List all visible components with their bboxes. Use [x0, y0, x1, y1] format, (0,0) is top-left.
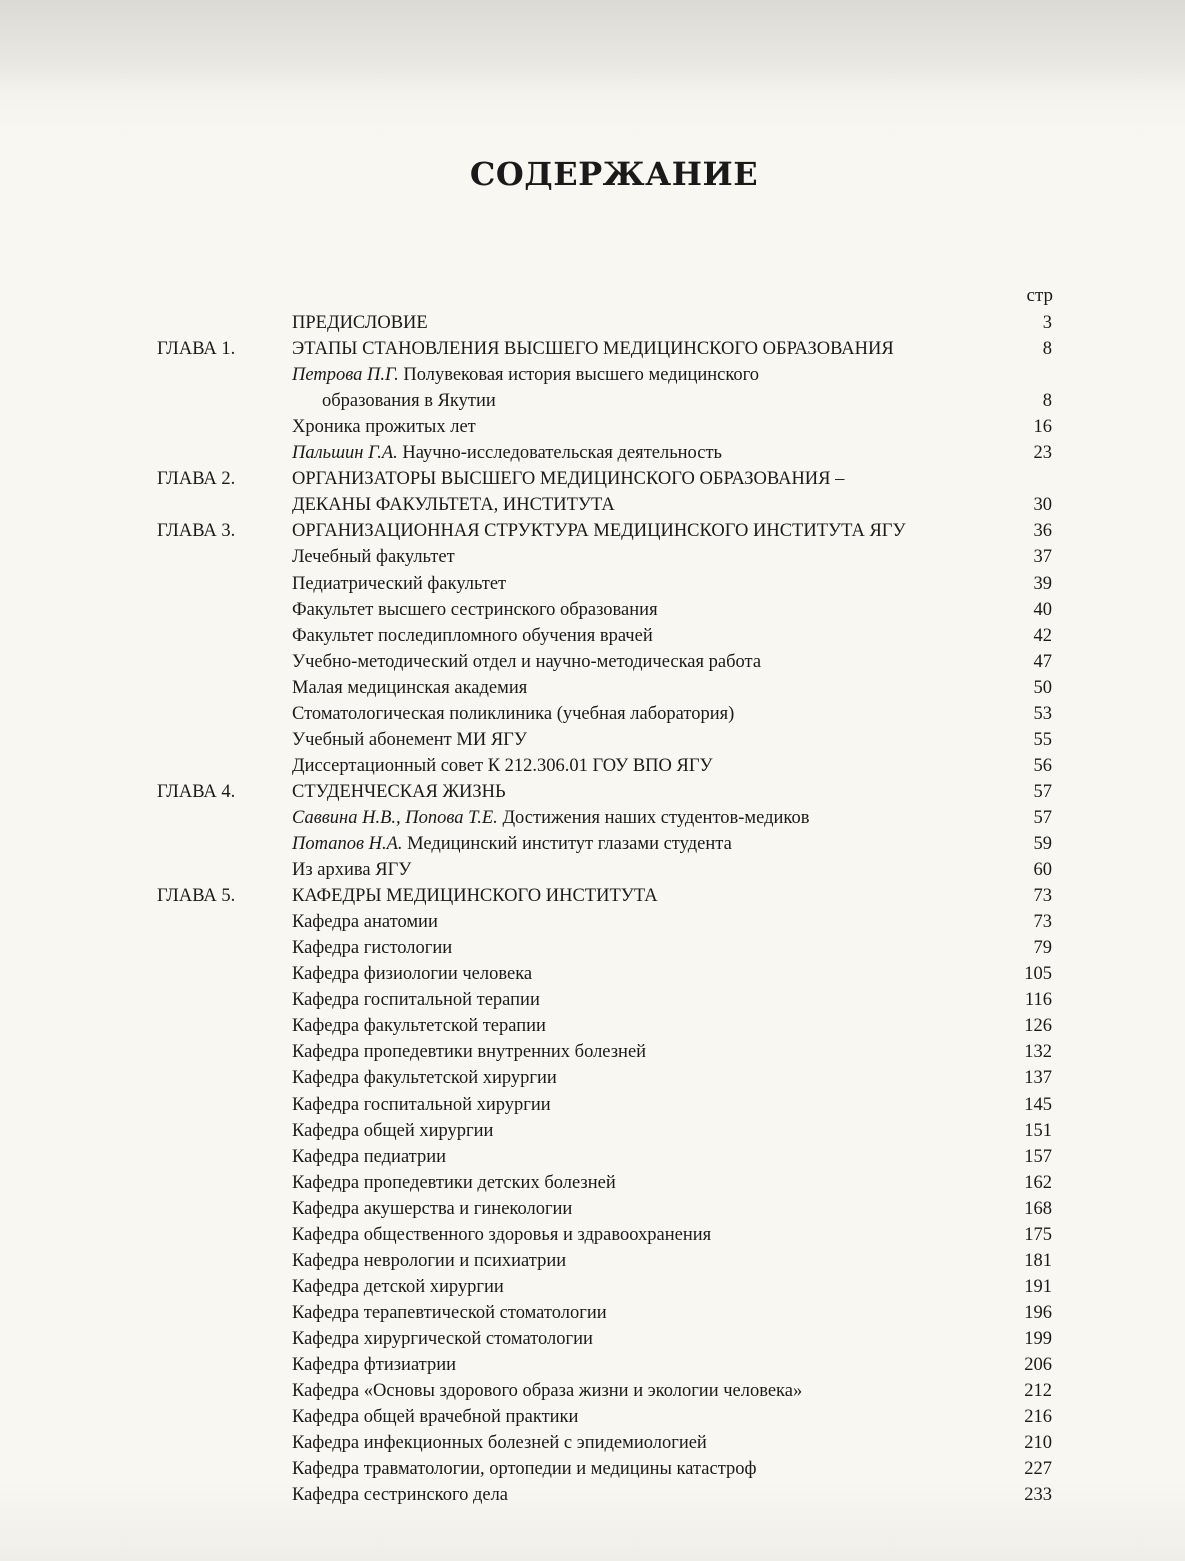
entry-title — [292, 598, 658, 622]
entry-title — [292, 1014, 546, 1038]
page-number: 55 — [1033, 730, 1052, 750]
entry-title — [322, 389, 496, 413]
entry-text: Кафедра гистологии — [292, 938, 453, 958]
entry-text: Кафедра неврологии и психиатрии — [292, 1251, 567, 1271]
page-number: 151 — [1024, 1121, 1052, 1141]
entry-title — [292, 858, 411, 882]
toc-entry — [0, 754, 1185, 778]
entry-title — [292, 1353, 456, 1377]
entry-title — [292, 1249, 566, 1273]
page-number: 206 — [1024, 1355, 1052, 1375]
entry-text: Кафедра анатомии — [292, 912, 438, 932]
page-number: 175 — [1024, 1225, 1052, 1245]
page-number: 40 — [1033, 600, 1052, 620]
chapter-label: ГЛАВА 4. — [157, 782, 236, 802]
toc-entry — [0, 988, 1185, 1012]
entry-text: Кафедра сестринского дела — [292, 1485, 509, 1505]
toc-entry — [0, 1301, 1185, 1325]
page-number: 59 — [1033, 834, 1052, 854]
toc-entry — [0, 650, 1185, 674]
toc-entry — [0, 1014, 1185, 1038]
toc-entry — [0, 1249, 1185, 1273]
toc-entry — [0, 545, 1185, 569]
page-number: 105 — [1024, 964, 1052, 984]
entry-text: Кафедра акушерства и гинекологии — [292, 1199, 573, 1219]
page-number: 73 — [1033, 912, 1052, 932]
toc-entry — [0, 389, 1185, 413]
page-number: 23 — [1033, 443, 1052, 463]
entry-text: Кафедра хирургической стоматологии — [292, 1329, 593, 1349]
page-number: 3 — [1042, 313, 1052, 333]
toc-entry — [0, 1145, 1185, 1169]
page-number: 39 — [1033, 574, 1052, 594]
page-number: 227 — [1024, 1459, 1052, 1479]
page-number: 126 — [1024, 1016, 1052, 1036]
entry-title — [292, 493, 615, 517]
entry-title — [292, 1483, 508, 1507]
entry-text: Учебно-методический отдел и научно-методическая работа — [292, 652, 762, 672]
toc-entry — [0, 519, 1185, 543]
entry-text: Кафедра общей хирургии — [292, 1121, 494, 1141]
page-number: 42 — [1033, 626, 1052, 646]
toc-entry — [0, 624, 1185, 648]
entry-title — [292, 441, 722, 465]
entry-title — [292, 1405, 578, 1429]
page-number: 56 — [1033, 756, 1052, 776]
chapter-label: ГЛАВА 1. — [157, 339, 236, 359]
toc-entry — [0, 337, 1185, 361]
entry-title — [292, 519, 906, 543]
entry-text: Кафедра общественного здоровья и здравоохранения — [292, 1225, 712, 1245]
entry-title — [292, 910, 438, 934]
entry-title — [292, 962, 532, 986]
page-number: 168 — [1024, 1199, 1052, 1219]
entry-title — [292, 545, 455, 569]
entry-title — [292, 624, 653, 648]
entry-title — [292, 936, 452, 960]
toc-entry — [0, 311, 1185, 335]
entry-title — [292, 1171, 616, 1195]
toc-entry — [0, 415, 1185, 439]
entry-title — [292, 1301, 607, 1325]
entry-title — [292, 1327, 593, 1351]
page-number: 30 — [1033, 495, 1052, 515]
entry-text: Лечебный факультет — [292, 547, 455, 567]
chapter-label: ГЛАВА 5. — [157, 886, 236, 906]
entry-text: ОРГАНИЗАТОРЫ ВЫСШЕГО МЕДИЦИНСКОГО ОБРАЗОВАНИЯ – — [292, 469, 845, 489]
toc-entry — [0, 936, 1185, 960]
entry-text: Факультет высшего сестринского образования — [292, 600, 658, 620]
entry-text: Кафедра «Основы здорового образа жизни и экологии человека» — [292, 1381, 803, 1401]
entry-title — [292, 1119, 493, 1143]
entry-text: СТУДЕНЧЕСКАЯ ЖИЗНЬ — [292, 782, 506, 802]
entry-text: Кафедра факультетской терапии — [292, 1016, 546, 1036]
page-number: 216 — [1024, 1407, 1052, 1427]
entry-title — [292, 1040, 646, 1064]
toc-entry — [0, 1353, 1185, 1377]
entry-author: Пальшин Г.А. — [292, 443, 398, 463]
entry-text: Кафедра пропедевтики детских болезней — [292, 1173, 616, 1193]
entry-text: Кафедра фтизиатрии — [292, 1355, 457, 1375]
entry-title — [292, 832, 732, 856]
entry-title — [292, 754, 713, 778]
entry-title — [292, 1223, 711, 1247]
page-number: 212 — [1024, 1381, 1052, 1401]
toc-entry — [0, 1405, 1185, 1429]
page-number: 162 — [1024, 1173, 1052, 1193]
entry-title — [292, 1066, 557, 1090]
entry-text: Учебный абонемент МИ ЯГУ — [292, 730, 527, 750]
entry-text: Кафедра общей врачебной практики — [292, 1407, 579, 1427]
entry-title — [292, 311, 428, 335]
entry-text: Медицинский институт глазами студента — [402, 834, 732, 854]
page-number: 60 — [1033, 860, 1052, 880]
entry-text: ДЕКАНЫ ФАКУЛЬТЕТА, ИНСТИТУТА — [292, 495, 615, 515]
page-number: 47 — [1033, 652, 1052, 672]
page-number: 196 — [1024, 1303, 1052, 1323]
page-number: 210 — [1024, 1433, 1052, 1453]
page-number: 79 — [1033, 938, 1052, 958]
entry-text: Достижения наших студентов-медиков — [497, 808, 810, 828]
entry-text: Кафедра терапевтической стоматологии — [292, 1303, 607, 1323]
entry-title — [292, 1431, 707, 1455]
toc-entry — [0, 858, 1185, 882]
entry-title — [292, 363, 759, 387]
entry-text: ОРГАНИЗАЦИОННАЯ СТРУКТУРА МЕДИЦИНСКОГО ИНСТИТУТА ЯГУ — [292, 521, 906, 541]
page-title: СОДЕРЖАНИЕ — [469, 155, 759, 193]
toc-entry — [0, 1093, 1185, 1117]
entry-author: Потапов Н.А. — [292, 834, 403, 854]
entry-text: КАФЕДРЫ МЕДИЦИНСКОГО ИНСТИТУТА — [292, 886, 658, 906]
entry-text: Кафедра факультетской хирургии — [292, 1068, 557, 1088]
entry-title — [292, 728, 527, 752]
entry-title — [292, 415, 476, 439]
toc-entry — [0, 441, 1185, 465]
page-number: 8 — [1042, 339, 1052, 359]
page-number: 57 — [1033, 782, 1052, 802]
entry-text: Кафедра инфекционных болезней с эпидемиологией — [292, 1433, 707, 1453]
page-number: 199 — [1024, 1329, 1052, 1349]
entry-text: Кафедра госпитальной хирургии — [292, 1095, 551, 1115]
page-number: 73 — [1033, 886, 1052, 906]
toc-entry — [0, 1223, 1185, 1247]
entry-text: Факультет последипломного обучения врачей — [292, 626, 653, 646]
toc-entry — [0, 1379, 1185, 1403]
entry-title — [292, 1145, 446, 1169]
page-number: 57 — [1033, 808, 1052, 828]
entry-text: ЭТАПЫ СТАНОВЛЕНИЯ ВЫСШЕГО МЕДИЦИНСКОГО ОБРАЗОВАНИЯ — [292, 339, 894, 359]
entry-text: Из архива ЯГУ — [292, 860, 412, 880]
toc-entry — [0, 572, 1185, 596]
page-number: 36 — [1033, 521, 1052, 541]
page-number: 50 — [1033, 678, 1052, 698]
toc-entry — [0, 962, 1185, 986]
entry-title — [292, 1093, 551, 1117]
entry-text: образования в Якутии — [322, 391, 496, 411]
entry-title — [292, 467, 844, 491]
entry-text: Хроника прожитых лет — [292, 417, 476, 437]
entry-title — [292, 780, 506, 804]
entry-text: Кафедра пропедевтики внутренних болезней — [292, 1042, 647, 1062]
chapter-label: ГЛАВА 2. — [157, 469, 236, 489]
toc-entry — [0, 598, 1185, 622]
toc-entry — [0, 702, 1185, 726]
entry-text: Кафедра травматологии, ортопедии и медицины катастроф — [292, 1459, 757, 1479]
toc-entry — [0, 1457, 1185, 1481]
entry-title — [292, 1457, 757, 1481]
page-number: 16 — [1033, 417, 1052, 437]
toc-entry — [0, 832, 1185, 856]
entry-title — [292, 572, 506, 596]
toc-entry — [0, 1197, 1185, 1221]
page-number: 191 — [1024, 1277, 1052, 1297]
page-number: 53 — [1033, 704, 1052, 724]
entry-author: Петрова П.Г. — [292, 365, 399, 385]
toc-entry — [0, 1040, 1185, 1064]
toc-entry — [0, 806, 1185, 830]
entry-title — [292, 806, 809, 830]
entry-title — [292, 650, 761, 674]
page-number: 37 — [1033, 547, 1052, 567]
entry-title — [292, 676, 527, 700]
page-number: 8 — [1042, 391, 1052, 411]
entry-text: Малая медицинская академия — [292, 678, 528, 698]
entry-title — [292, 884, 658, 908]
toc-entry — [0, 676, 1185, 700]
page-number: 116 — [1024, 990, 1052, 1010]
entry-text: Диссертационный совет К 212.306.01 ГОУ ВПО ЯГУ — [292, 756, 713, 776]
entry-text: Кафедра физиологии человека — [292, 964, 533, 984]
toc-entry — [0, 1327, 1185, 1351]
toc-entry — [0, 1483, 1185, 1507]
toc-entry — [0, 728, 1185, 752]
toc-entry — [0, 1119, 1185, 1143]
page-number: 233 — [1024, 1485, 1052, 1505]
page-number: 181 — [1024, 1251, 1052, 1271]
toc-entry — [0, 1275, 1185, 1299]
entry-title — [292, 702, 734, 726]
toc-entry — [0, 1066, 1185, 1090]
entry-text: Стоматологическая поликлиника (учебная лаборатория) — [292, 704, 735, 724]
entry-text: Кафедра детской хирургии — [292, 1277, 504, 1297]
entry-title — [292, 988, 540, 1012]
entry-author: Саввина Н.В., Попова Т.Е. — [292, 808, 498, 828]
page-column-header: стр — [1026, 285, 1053, 306]
chapter-label: ГЛАВА 3. — [157, 521, 236, 541]
toc-entry — [0, 780, 1185, 804]
entry-text: ПРЕДИСЛОВИЕ — [292, 313, 428, 333]
page-number: 145 — [1024, 1095, 1052, 1115]
toc-entry — [0, 1431, 1185, 1455]
toc-entry — [0, 884, 1185, 908]
toc-entry — [0, 910, 1185, 934]
entry-text: Кафедра педиатрии — [292, 1147, 447, 1167]
page-number: 137 — [1024, 1068, 1052, 1088]
entry-text: Полувековая история высшего медицинского — [398, 365, 760, 385]
entry-title — [292, 1197, 572, 1221]
entry-title — [292, 337, 894, 361]
page-number: 157 — [1024, 1147, 1052, 1167]
page-number: 132 — [1024, 1042, 1052, 1062]
entry-title — [292, 1379, 802, 1403]
entry-title — [292, 1275, 504, 1299]
entry-text: Кафедра госпитальной терапии — [292, 990, 540, 1010]
toc-entry — [0, 363, 1185, 387]
toc-entry — [0, 1171, 1185, 1195]
toc-entry — [0, 493, 1185, 517]
toc-entry — [0, 467, 1185, 491]
entry-text: Научно-исследовательская деятельность — [397, 443, 722, 463]
entry-text: Педиатрический факультет — [292, 574, 507, 594]
